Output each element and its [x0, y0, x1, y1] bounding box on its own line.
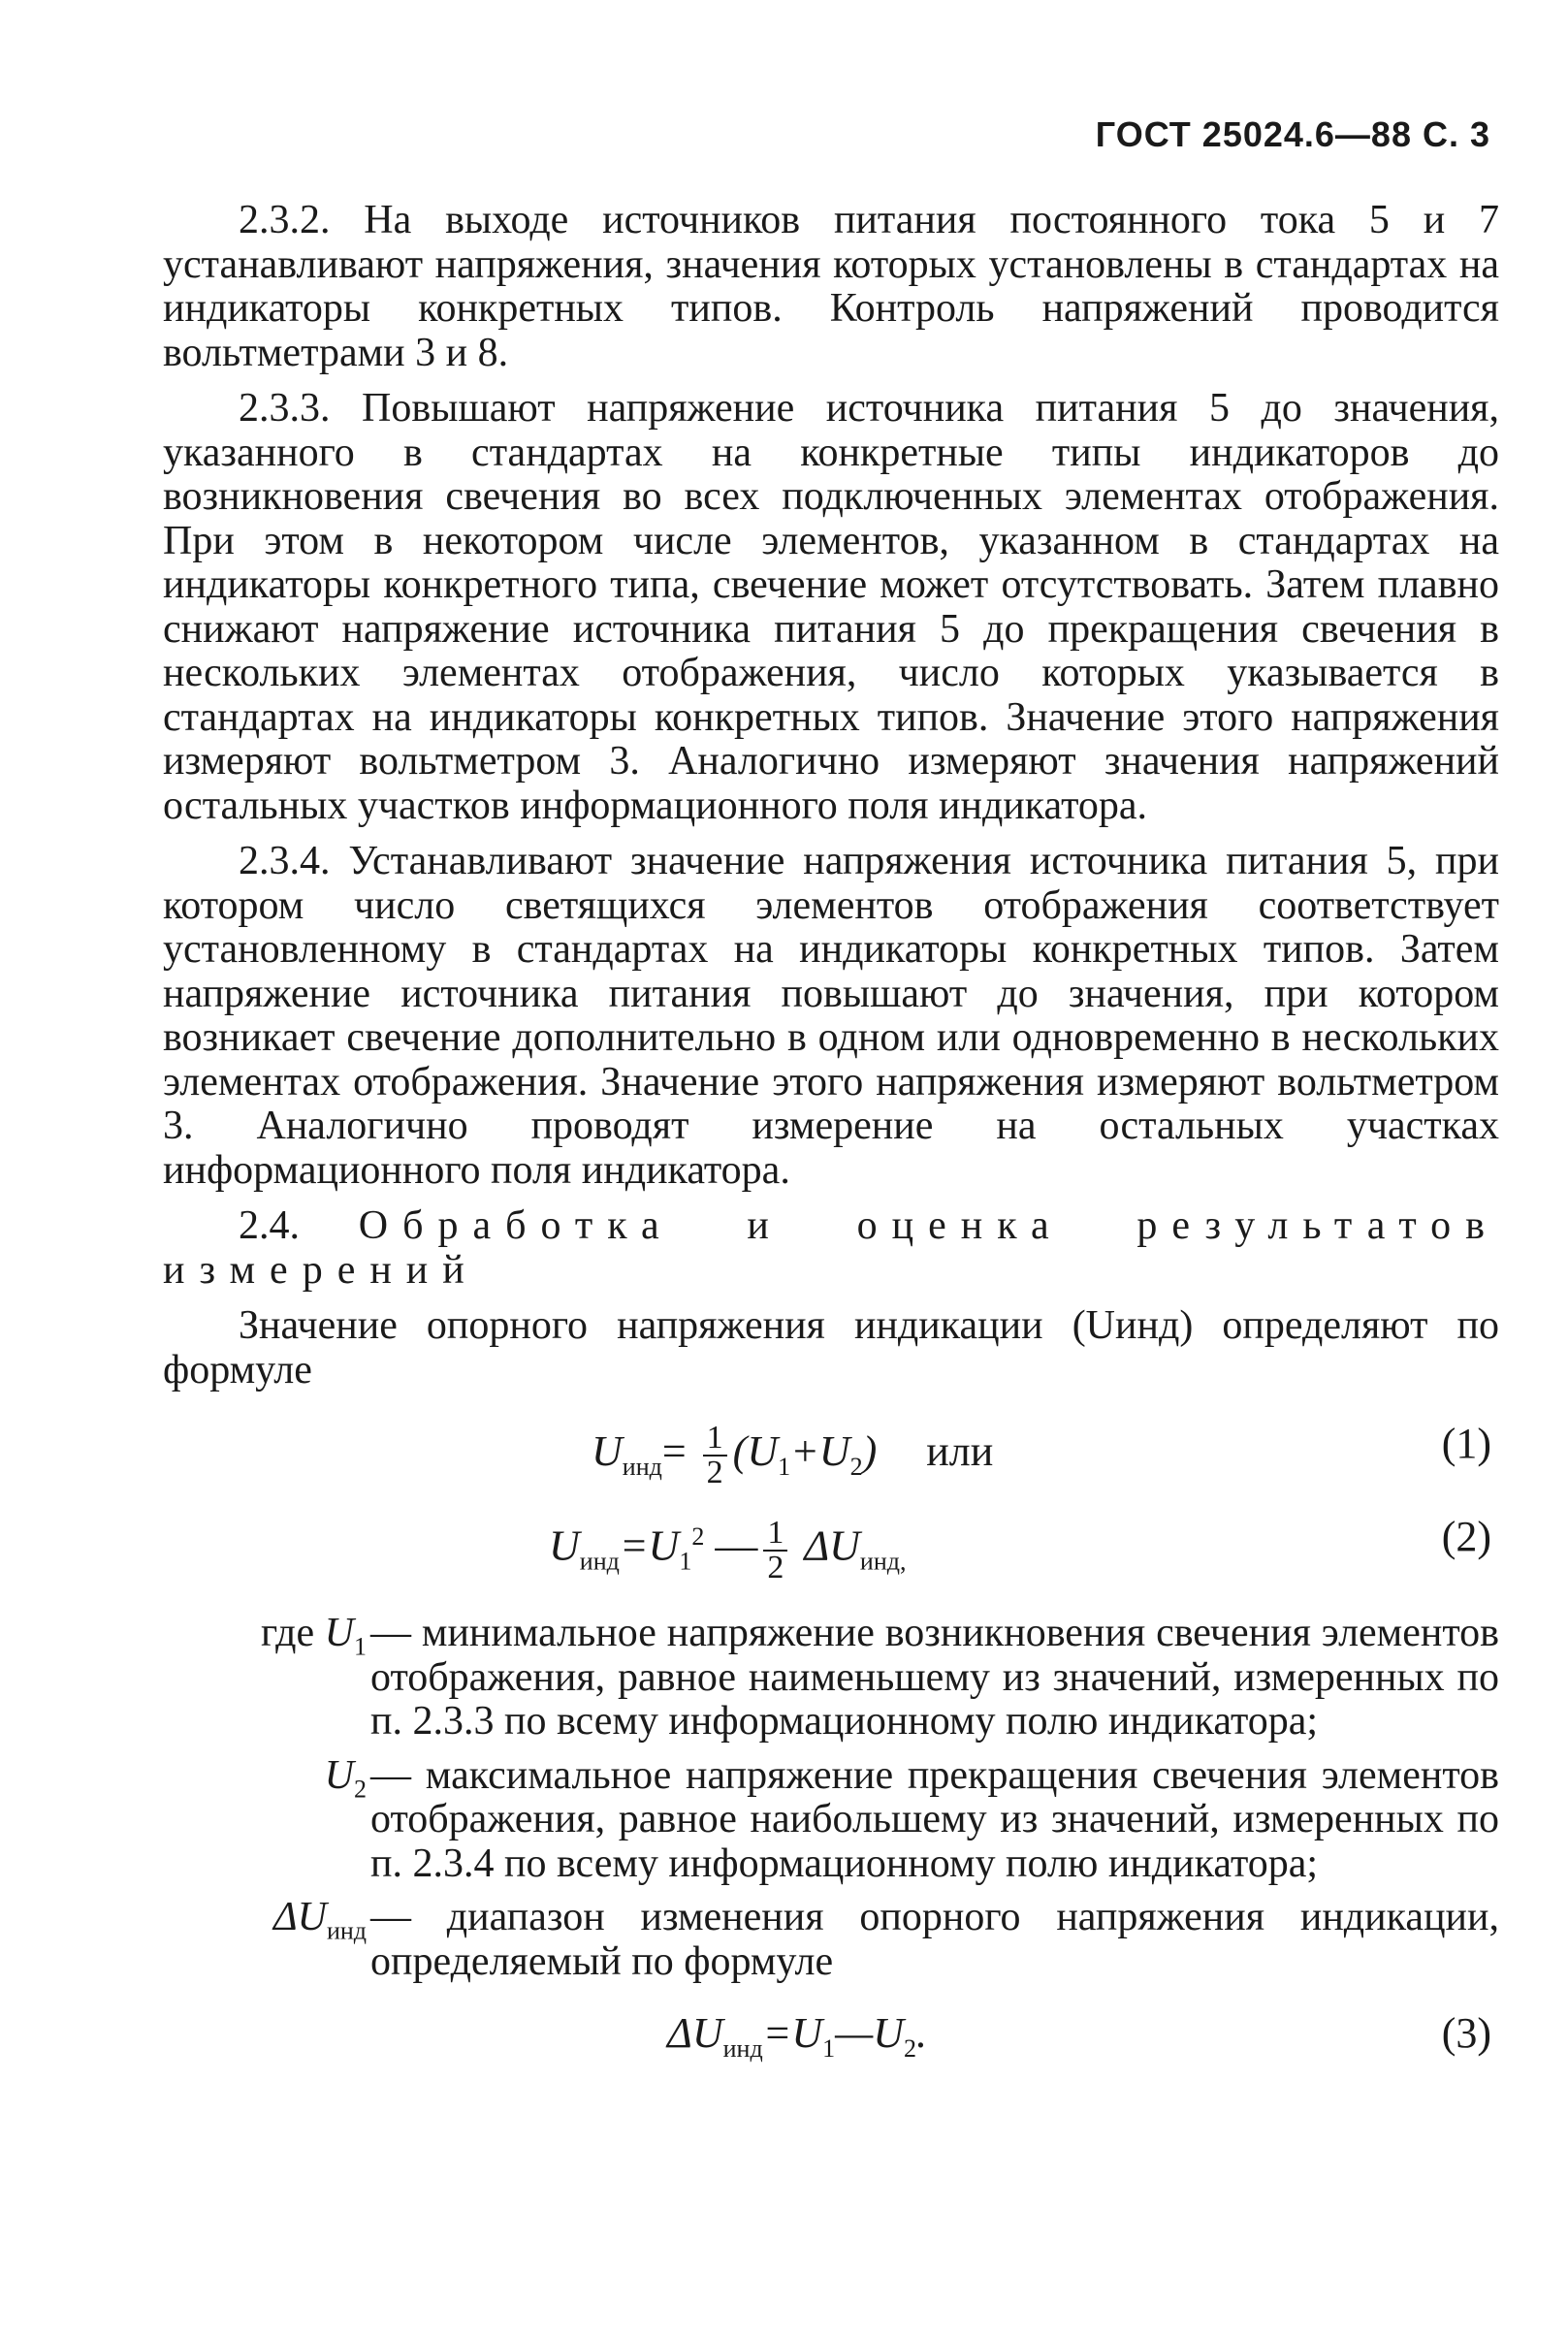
definition-delta-u-symbol	[163, 1896, 370, 1984]
paragraph-2-3-3: 2.3.3. Повышают напряжение источника питания 5 до значения, указанного в стандартах на конкретные типы индикаторов до возникновения свечения во всех подключенных элементах отображения. При этом в некотором числе элементов, указанном в стандартах на индикаторы конкретного типа, свечение может отсутствовать. Затем плавно снижают напряжение источника питания 5 до прекращения свечения в нескольких элементах отображения, число которых указывается в стандартах на индикаторы конкретных типов. Значение этого напряжения измеряют вольтметром 3. Аналогично измеряют значения напряжений остальных участков информационного поля индикатора.	[163, 386, 1499, 828]
f2-frac-top: 1	[763, 1517, 787, 1552]
f1-fraction	[703, 1422, 727, 1489]
delta-u-symbol: ΔU	[272, 1895, 327, 1939]
f2-lhs-sub: инд	[579, 1547, 620, 1576]
page-header: ГОСТ 25024.6—88 С. 3	[1095, 114, 1490, 154]
f3-minus: —U	[835, 2009, 905, 2057]
f3-dot: .	[916, 2009, 928, 2057]
u1-sub: 1	[354, 1632, 367, 1661]
f3-eq: =U	[762, 2009, 823, 2057]
paragraph-2-3-4: 2.3.4. Устанавливают значение напряжения источника питания 5, при котором число светящихся элементов отображения соответствует установленному в стандартах на индикаторы конкретных типов. Затем напряжение источника питания повышают до значения, при котором возникает свечение дополнительно в одном или одновременно в нескольких элементах отображения. Значение этого напряжения измеряют вольтметром 3. Аналогично проводят измерение на остальных участках информационного поля индикатора.	[163, 839, 1499, 1193]
f1-frac-bottom: 2	[706, 1455, 723, 1490]
f3-lhs: ΔU	[667, 2009, 723, 2057]
formula-3-number: (3)	[1441, 2009, 1491, 2057]
f1-rhs: (U	[732, 1427, 779, 1476]
f2-eq: =U	[619, 1521, 680, 1570]
f1-word: или	[926, 1427, 994, 1476]
f2-delta-sub: инд,	[859, 1547, 907, 1576]
section-number: 2.4.	[239, 1203, 300, 1248]
f1-plus: +U	[790, 1427, 850, 1476]
f2-frac-bottom: 2	[767, 1549, 784, 1585]
formula-1-number: (1)	[1441, 1420, 1491, 1467]
formula-2-number: (2)	[1441, 1513, 1491, 1560]
f1-lhs: U	[592, 1427, 623, 1476]
definition-u1	[163, 1612, 1499, 1745]
f3-sub1: 1	[822, 2033, 836, 2063]
where-word: где	[261, 1611, 315, 1655]
f1-lhs-sub: инд	[622, 1452, 662, 1481]
definition-u1-symbol	[163, 1612, 370, 1745]
f2-minus: —	[715, 1521, 758, 1570]
section-title: Обработка и оценка результатов измерений	[163, 1203, 1499, 1293]
f1-close: )	[862, 1427, 878, 1476]
u2-sub: 2	[354, 1774, 367, 1803]
u2-symbol: U	[324, 1752, 354, 1798]
definition-u1-text: — минимальное напряжение возникновения свечения элементов отображения, равное наименьшему из значений, измеренных по п. 2.3.3 по всему информационному полю индикатора;	[370, 1611, 1499, 1744]
f2-sub1: 1	[679, 1547, 692, 1576]
f3-sub2: 2	[904, 2033, 917, 2063]
formula-2	[163, 1497, 1499, 1590]
f3-lhs-sub: инд	[722, 2033, 763, 2063]
definition-delta-u	[163, 1896, 1499, 1984]
f1-eq: =	[661, 1427, 687, 1476]
definition-delta-u-text: — диапазон изменения опорного напряжения индикации, определяемый по формуле	[370, 1895, 1499, 1984]
f1-sub2: 2	[849, 1452, 863, 1481]
paragraph-2-3-2: 2.3.2. На выходе источников питания постоянного тока 5 и 7 устанавливают напряжения, значения которых установлены в стандартах на индикаторы конкретных типов. Контроль напряжений проводится вольтметрами 3 и 8.	[163, 198, 1499, 375]
formula-3	[163, 1994, 1499, 2087]
f2-delta: ΔU	[804, 1521, 860, 1570]
definition-u2-text: — максимальное напряжение прекращения свечения элементов отображения, равное наибольшему из значений, измеренных по п. 2.3.4 по всему информационному полю индикатора;	[370, 1752, 1499, 1886]
definition-u2-symbol	[163, 1754, 370, 1887]
section-heading-2-4	[163, 1204, 1499, 1293]
formula-intro: Значение опорного напряжения индикации (Uинд) определяют по формуле	[163, 1303, 1499, 1393]
delta-u-sub: инд	[326, 1916, 367, 1945]
definition-u2	[163, 1754, 1499, 1887]
f2-sup: 2	[691, 1522, 705, 1551]
f1-sub1: 1	[778, 1452, 791, 1481]
u1-symbol: U	[324, 1611, 354, 1655]
formula-1	[163, 1404, 1499, 1497]
definitions-list	[163, 1612, 1499, 1984]
document-body	[163, 199, 1499, 2087]
f2-fraction	[763, 1514, 787, 1585]
f2-lhs: U	[549, 1521, 580, 1570]
f1-frac-top: 1	[703, 1422, 727, 1457]
